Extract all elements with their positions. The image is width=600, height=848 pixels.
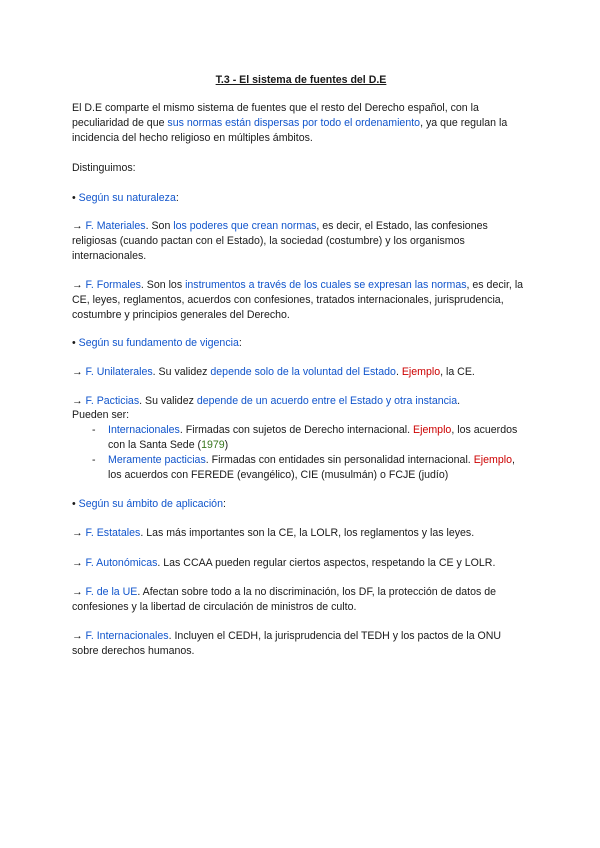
- item-text: .: [395, 366, 402, 378]
- heading-colon: :: [222, 498, 226, 510]
- intro-highlight: sus normas están dispersas por todo el ordenamiento: [167, 117, 421, 129]
- item-autonomicas: [72, 556, 530, 571]
- item-text: . Afectan sobre todo a la no discriminación, los DF, la protección de datos de confesiones y la libertad de circulación de ministros de culto.: [72, 586, 496, 613]
- item-text: . Son: [145, 220, 174, 232]
- arrow-icon: →: [72, 220, 83, 232]
- item-label: Internacionales: [108, 424, 180, 436]
- arrow-icon: →: [72, 586, 83, 598]
- intro-text-end: , ya que regulan la incidencia del hecho religioso en múltiples ámbitos.: [72, 117, 508, 144]
- intro-paragraph: [72, 101, 530, 146]
- item-highlight: instrumentos a través de los cuales se expresan las normas: [185, 279, 467, 291]
- item-ue: [72, 585, 530, 615]
- item-highlight: los poderes que crean normas: [173, 220, 317, 232]
- item-text-end: .: [457, 395, 461, 407]
- ejemplo-label: Ejemplo: [413, 424, 452, 436]
- item-estatales: [72, 526, 530, 541]
- ejemplo-label: Ejemplo: [473, 454, 512, 466]
- intro-text: El D.E comparte el mismo sistema de fuentes que el resto del Derecho español, con la peculiaridad de que: [72, 102, 479, 129]
- item-internacionales: [72, 629, 530, 659]
- section-heading-vigencia: [72, 336, 530, 351]
- distinguimos-label: Distinguimos:: [72, 162, 136, 174]
- arrow-icon: →: [72, 557, 83, 569]
- page-title: T.3 - El sistema de fuentes del D.E: [215, 74, 387, 86]
- item-label: F. Unilaterales: [85, 366, 153, 378]
- section-heading-ambito: [72, 497, 530, 512]
- arrow-icon: →: [72, 279, 83, 291]
- year-highlight: 1979: [201, 439, 225, 451]
- arrow-icon: →: [72, 366, 83, 378]
- item-text: . Firmadas con sujetos de Derecho internacional.: [179, 424, 414, 436]
- item-text: . Incluyen el CEDH, la jurisprudencia del TEDH y los pactos de la ONU sobre derechos humanos.: [72, 630, 502, 657]
- pueden-ser-label: Pueden ser:: [72, 409, 130, 421]
- section-heading-naturaleza: [72, 191, 530, 206]
- bullet-icon: •: [72, 192, 76, 204]
- section-heading-text: Según su ámbito de aplicación: [78, 498, 223, 510]
- heading-colon: :: [238, 337, 242, 349]
- item-text: . Su validez: [139, 395, 197, 407]
- section-heading-text: Según su fundamento de vigencia: [78, 337, 239, 349]
- item-materiales: [72, 219, 530, 264]
- ejemplo-label: Ejemplo: [401, 366, 441, 378]
- list-item-meramente-pacticias: [92, 453, 528, 483]
- item-text-end: , es decir, el Estado, las confesiones religiosas (cuando pactan con el Estado), la sociedad (costumbre) y los organismos internacionales.: [72, 220, 488, 262]
- item-label: F. Pacticias: [85, 395, 140, 407]
- item-label: F. Formales: [85, 279, 141, 291]
- item-text-end: ): [224, 439, 229, 451]
- dash-icon: -: [92, 424, 96, 436]
- item-text: . Su validez: [152, 366, 211, 378]
- item-formales: [72, 278, 530, 323]
- item-text: . Firmadas con entidades sin personalidad internacional.: [205, 454, 474, 466]
- item-text-end: , los acuerdos con FEREDE (evangélico), CIE (musulmán) o FCJE (judío): [108, 454, 515, 481]
- arrow-icon: →: [72, 527, 83, 539]
- heading-colon: :: [175, 192, 179, 204]
- item-text: . Son los: [140, 279, 186, 291]
- item-highlight: depende de un acuerdo entre el Estado y otra instancia: [196, 395, 458, 407]
- item-text: , los acuerdos con la Santa Sede (: [108, 424, 518, 451]
- item-text-end: , es decir, la CE, leyes, reglamentos, acuerdos con confesiones, tratados internacionales, jurisprudencia, costumbre y principios generales del Derecho.: [72, 279, 524, 321]
- arrow-icon: →: [72, 395, 83, 407]
- dash-icon: -: [92, 454, 96, 466]
- bullet-icon: •: [72, 498, 76, 510]
- bullet-icon: •: [72, 337, 76, 349]
- item-highlight: depende solo de la voluntad del Estado: [210, 366, 396, 378]
- item-text: . Las CCAA pueden regular ciertos aspectos, respetando la CE y LOLR.: [157, 557, 496, 569]
- item-label: F. Materiales: [85, 220, 146, 232]
- item-unilaterales: [72, 365, 530, 380]
- section-heading-text: Según su naturaleza: [78, 192, 176, 204]
- item-text: . Las más importantes son la CE, la LOLR, los reglamentos y las leyes.: [140, 527, 475, 539]
- list-item-internacionales: [92, 423, 528, 453]
- item-label: F. Estatales: [85, 527, 141, 539]
- item-pacticias: [72, 394, 530, 409]
- item-label: F. de la UE: [85, 586, 138, 598]
- item-label: F. Autonómicas: [85, 557, 158, 569]
- arrow-icon: →: [72, 630, 83, 642]
- item-label: F. Internacionales: [85, 630, 169, 642]
- item-label: Meramente pacticias: [108, 454, 206, 466]
- item-text-end: , la CE.: [440, 366, 475, 378]
